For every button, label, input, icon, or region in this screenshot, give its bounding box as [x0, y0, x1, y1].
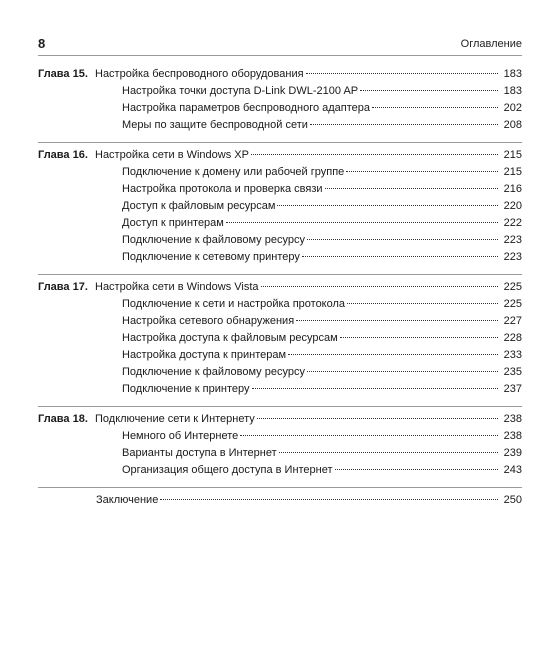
section-row[interactable]	[38, 430, 522, 447]
section-page: 228	[503, 332, 522, 344]
section-title: Подключение к сетевому принтеру	[122, 251, 300, 263]
dot-leader	[296, 320, 498, 321]
chapter-17	[38, 274, 522, 406]
section-title: Настройка доступа к принтерам	[122, 349, 287, 361]
running-title: Оглавление	[460, 38, 522, 50]
table-of-contents	[38, 66, 522, 511]
section-title: Доступ к файловым ресурсам	[122, 200, 276, 212]
section-title: Доступ к принтерам	[122, 217, 224, 229]
dot-leader	[261, 286, 498, 287]
section-row[interactable]	[38, 183, 522, 200]
dot-leader	[302, 256, 498, 257]
dot-leader	[310, 124, 498, 125]
chapter-16	[38, 142, 522, 274]
section-title: Меры по защите беспроводной сети	[122, 119, 308, 131]
section-title: Подключение к файловому ресурсу	[122, 366, 305, 378]
dot-leader	[307, 371, 498, 372]
section-title: Настройка сетевого обнаружения	[122, 315, 295, 327]
chapter-title: Настройка сети в Windows XP	[95, 149, 249, 161]
section-page: 215	[503, 166, 522, 178]
dot-leader	[325, 188, 498, 189]
section-row[interactable]	[38, 366, 522, 383]
dot-leader	[346, 171, 498, 172]
section-row[interactable]	[38, 200, 522, 217]
header-rule	[38, 55, 522, 56]
dot-leader	[335, 469, 498, 470]
section-row[interactable]	[38, 85, 522, 102]
chapter-label: Глава 18.	[38, 413, 88, 425]
section-page: 239	[503, 447, 522, 459]
dot-leader	[240, 435, 498, 436]
dot-leader	[372, 107, 498, 108]
section-row[interactable]	[38, 251, 522, 268]
conclusion-title: Заключение	[96, 494, 159, 506]
dot-leader	[360, 90, 498, 91]
section-title: Подключение к сети и настройка протокола	[122, 298, 346, 310]
chapter-title: Настройка беспроводного оборудования	[95, 68, 304, 80]
section-page: 223	[503, 251, 522, 263]
section-row[interactable]	[38, 349, 522, 366]
dot-leader	[257, 418, 498, 419]
page-number: 8	[38, 36, 46, 51]
section-title: Настройка параметров беспроводного адаптера	[122, 102, 371, 114]
chapter-title: Настройка сети в Windows Vista	[95, 281, 259, 293]
section-title: Организация общего доступа в Интернет	[122, 464, 333, 476]
chapter-label: Глава 17.	[38, 281, 88, 293]
section-title: Подключение к принтеру	[122, 383, 250, 395]
dot-leader	[347, 303, 498, 304]
section-title: Настройка протокола и проверка связи	[122, 183, 323, 195]
chapter-15	[38, 66, 522, 142]
section-row[interactable]	[38, 102, 522, 119]
dot-leader	[251, 154, 498, 155]
section-page: 243	[503, 464, 522, 476]
conclusion-row[interactable]	[38, 494, 522, 511]
conclusion-block	[38, 487, 522, 511]
chapter-row[interactable]	[38, 68, 522, 85]
chapter-18	[38, 406, 522, 487]
section-page: 225	[503, 298, 522, 310]
chapter-row[interactable]	[38, 413, 522, 430]
chapter-row[interactable]	[38, 281, 522, 298]
chapter-title: Подключение сети к Интернету	[95, 413, 255, 425]
dot-leader	[288, 354, 498, 355]
conclusion-page: 250	[503, 494, 522, 506]
dot-leader	[160, 499, 498, 500]
dot-leader	[277, 205, 498, 206]
section-page: 238	[503, 430, 522, 442]
section-row[interactable]	[38, 234, 522, 251]
dot-leader	[279, 452, 498, 453]
section-row[interactable]	[38, 447, 522, 464]
section-title: Подключение к домену или рабочей группе	[122, 166, 345, 178]
section-row[interactable]	[38, 166, 522, 183]
section-page: 202	[503, 102, 522, 114]
section-page: 227	[503, 315, 522, 327]
chapter-label: Глава 15.	[38, 68, 88, 80]
section-page: 216	[503, 183, 522, 195]
chapter-label: Глава 16.	[38, 149, 88, 161]
section-title: Настройка доступа к файловым ресурсам	[122, 332, 338, 344]
section-page: 208	[503, 119, 522, 131]
section-page: 237	[503, 383, 522, 395]
section-page: 220	[503, 200, 522, 212]
dot-leader	[306, 73, 498, 74]
chapter-page: 238	[503, 413, 522, 425]
dot-leader	[307, 239, 498, 240]
section-row[interactable]	[38, 383, 522, 400]
section-row[interactable]	[38, 332, 522, 349]
section-page: 223	[503, 234, 522, 246]
section-page: 222	[503, 217, 522, 229]
section-title: Настройка точки доступа D-Link DWL-2100 AP	[122, 85, 359, 97]
section-title: Варианты доступа в Интернет	[122, 447, 277, 459]
section-row[interactable]	[38, 119, 522, 136]
section-title: Немного об Интернете	[122, 430, 239, 442]
section-row[interactable]	[38, 217, 522, 234]
section-row[interactable]	[38, 298, 522, 315]
section-title: Подключение к файловому ресурсу	[122, 234, 305, 246]
chapter-page: 225	[503, 281, 522, 293]
chapter-page: 215	[503, 149, 522, 161]
chapter-row[interactable]	[38, 149, 522, 166]
section-row[interactable]	[38, 315, 522, 332]
section-page: 235	[503, 366, 522, 378]
dot-leader	[226, 222, 498, 223]
running-header	[38, 36, 522, 56]
dot-leader	[340, 337, 498, 338]
section-row[interactable]	[38, 464, 522, 481]
section-page: 183	[503, 85, 522, 97]
section-page: 233	[503, 349, 522, 361]
dot-leader	[252, 388, 499, 389]
chapter-page: 183	[503, 68, 522, 80]
